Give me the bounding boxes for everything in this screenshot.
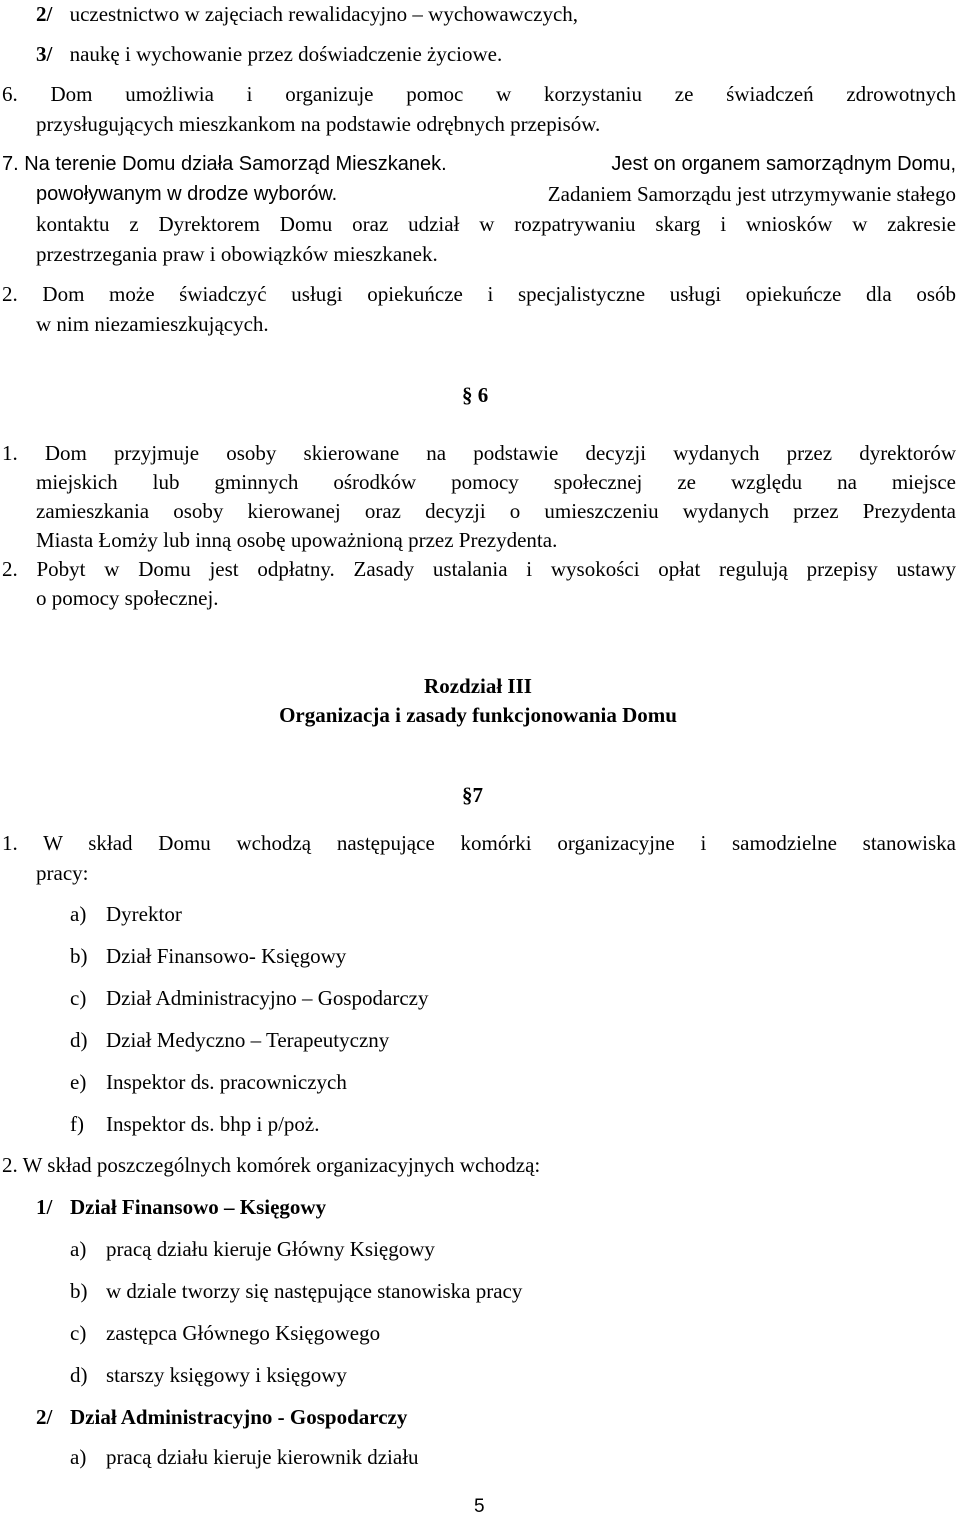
list-marker: c) — [70, 1321, 87, 1345]
paragraph-line: Miasta Łomży lub inną osobę upoważnioną przez Prezydenta. — [36, 528, 558, 552]
paragraph-line: w nim niezamieszkujących. — [36, 312, 269, 336]
list-text: Dział Administracyjno – Gospodarczy — [106, 986, 429, 1010]
list-item — [70, 1027, 389, 1053]
list-text: uczestnictwo w zajęciach rewalidacyjno – wychowawczych, — [69, 2, 579, 26]
list-text: Dział Medyczno – Terapeutyczny — [106, 1028, 390, 1052]
list-item — [70, 1444, 419, 1470]
paragraph-line — [2, 151, 956, 177]
paragraph-line: miejskich lub gminnych ośrodków pomocy społecznej ze względu na miejsce — [36, 470, 956, 494]
list-item — [70, 1236, 435, 1262]
paragraph-line: 1. W skład Domu wchodzą następujące komórki organizacyjne i samodzielne stanowiska — [2, 831, 956, 855]
list-text: Inspektor ds. pracowniczych — [106, 1070, 347, 1094]
list-item — [70, 943, 346, 969]
chapter-subtitle: Organizacja i zasady funkcjonowania Domu — [279, 703, 677, 727]
paragraph-line: pracy: — [36, 861, 89, 885]
paragraph-line: zamieszkania osoby kierowanej oraz decyzji o umieszczeniu wydanych przez Prezydenta — [36, 499, 956, 523]
paragraph-line — [36, 181, 956, 207]
list-marker: a) — [70, 902, 87, 926]
department-title: Dział Administracyjno - Gospodarczy — [70, 1405, 408, 1429]
list-marker: a) — [70, 1237, 87, 1261]
list-item — [70, 901, 182, 927]
text-run: 7. Na terenie Domu działa Samorząd Mieszkanek. — [2, 153, 447, 175]
page-number: 5 — [474, 1496, 485, 1517]
list-marker: b) — [70, 944, 88, 968]
paragraph-line: 6. Dom umożliwia i organizuje pomoc w korzystaniu ze świadczeń zdrowotnych — [2, 82, 956, 106]
paragraph-line: 2. W skład poszczególnych komórek organizacyjnych wchodzą: — [2, 1153, 541, 1177]
list-item — [70, 1069, 347, 1095]
list-marker: a) — [70, 1445, 87, 1469]
paragraph-line: 2. Pobyt w Domu jest odpłatny. Zasady ustalania i wysokości opłat regulują przepisy ustawy — [2, 557, 956, 581]
list-marker: b) — [70, 1279, 88, 1303]
list-text: Dział Finansowo- Księgowy — [106, 944, 347, 968]
list-marker: 2/ — [36, 1405, 53, 1429]
list-item — [36, 41, 502, 67]
list-text: starszy księgowy i księgowy — [106, 1363, 347, 1387]
section-heading: § 6 — [462, 383, 489, 407]
list-item — [70, 985, 429, 1011]
paragraph-line: kontaktu z Dyrektorem Domu oraz udział w rozpatrywaniu skarg i wniosków w zakresie — [36, 212, 956, 236]
list-text: pracą działu kieruje kierownik działu — [106, 1445, 419, 1469]
list-marker: 1/ — [36, 1195, 53, 1219]
list-marker: f) — [70, 1112, 84, 1136]
paragraph-line: 1. Dom przyjmuje osoby skierowane na podstawie decyzji wydanych przez dyrektorów — [2, 441, 956, 465]
list-text: pracą działu kieruje Główny Księgowy — [106, 1237, 435, 1261]
paragraph-line: przestrzegania praw i obowiązków mieszkanek. — [36, 242, 438, 266]
paragraph-line: o pomocy społecznej. — [36, 586, 219, 610]
department-heading — [36, 1404, 407, 1430]
list-marker: d) — [70, 1028, 88, 1052]
list-marker: d) — [70, 1363, 88, 1387]
text-run: powoływanym w drodze wyborów. — [36, 183, 338, 205]
paragraph-line: 2. Dom może świadczyć usługi opiekuńcze i specjalistyczne usługi opiekuńcze dla osób — [2, 282, 956, 306]
chapter-title: Rozdział III — [424, 674, 532, 698]
list-text: w dziale tworzy się następujące stanowiska pracy — [106, 1279, 523, 1303]
list-text: Dyrektor — [106, 902, 182, 926]
list-item — [70, 1362, 347, 1388]
section-heading: §7 — [462, 783, 483, 807]
text-run: Jest on organem samorządnym Domu, — [611, 153, 956, 175]
department-heading — [36, 1194, 326, 1220]
text-run: Zadaniem Samorządu jest utrzymywanie stałego — [547, 182, 956, 206]
paragraph-line: przysługujących mieszkankom na podstawie odrębnych przepisów. — [36, 112, 601, 136]
list-text: Inspektor ds. bhp i p/poż. — [106, 1112, 320, 1136]
list-text: zastępca Głównego Księgowego — [106, 1321, 381, 1345]
list-marker: 3/ — [36, 42, 53, 66]
list-marker: 2/ — [36, 2, 53, 26]
list-marker: c) — [70, 986, 87, 1010]
list-item — [70, 1278, 522, 1304]
list-item — [36, 1, 578, 27]
department-title: Dział Finansowo – Księgowy — [70, 1195, 327, 1219]
list-marker: e) — [70, 1070, 87, 1094]
list-item — [70, 1320, 380, 1346]
list-item — [70, 1111, 319, 1137]
list-text: naukę i wychowanie przez doświadczenie życiowe. — [69, 42, 503, 66]
